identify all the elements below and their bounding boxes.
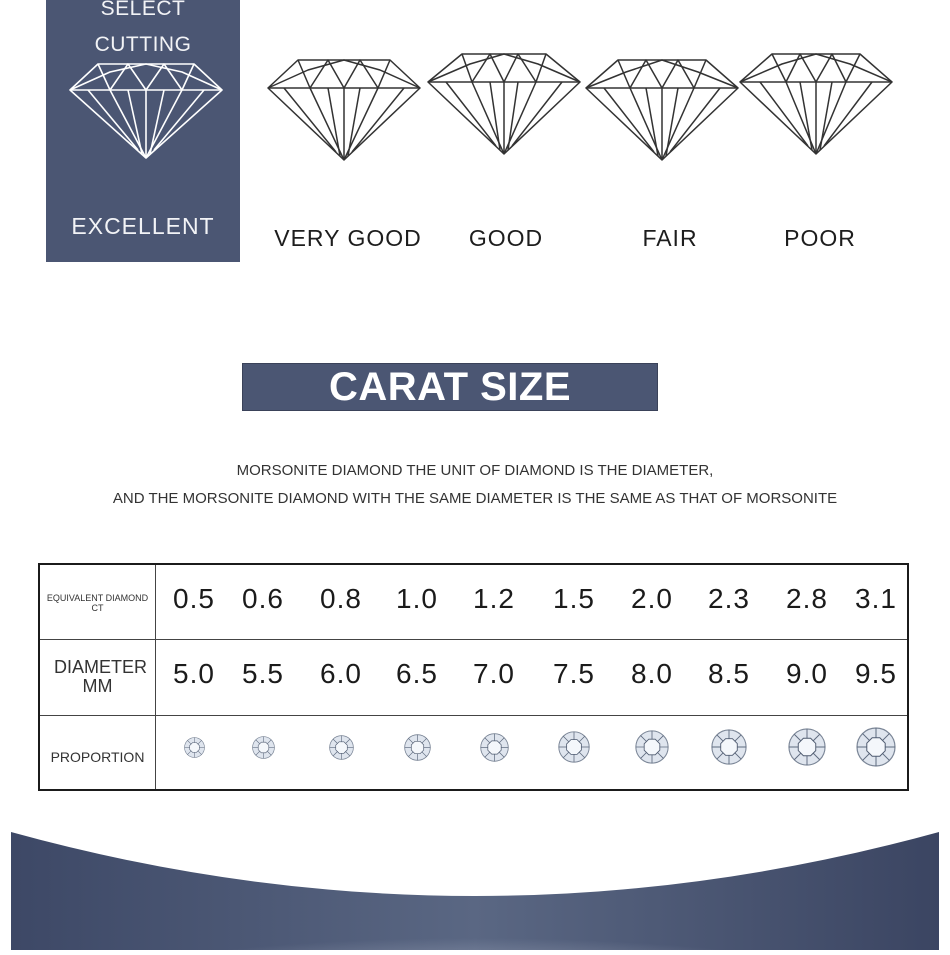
diameter-mm-cell: 7.5	[553, 658, 595, 689]
diameter-mm-cell: 9.5	[855, 658, 897, 689]
row-divider	[40, 639, 907, 640]
grade-very-good: VERY GOOD	[274, 225, 422, 251]
cutting-label: CUTTING	[94, 33, 192, 56]
proportion-gem-icon	[404, 734, 431, 766]
diameter-mm-cell: 8.5	[708, 658, 750, 689]
select-label: SELECT	[100, 0, 186, 20]
diameter-mm-cell: 5.5	[242, 658, 284, 689]
good-cut-diamond-icon	[426, 52, 582, 156]
diameter-mm-cell: 6.0	[320, 658, 362, 689]
very-good-cut-diamond-icon	[266, 58, 422, 162]
proportion-gem-icon	[480, 733, 509, 767]
diameter-mm-cell: 6.5	[396, 658, 438, 689]
diameter-mm-cell: 5.0	[173, 658, 215, 689]
proportion-gem-icon	[252, 736, 275, 764]
decorative-blue-band	[0, 820, 950, 950]
carat-size-banner	[242, 363, 658, 411]
grade-poor: POOR	[784, 225, 856, 251]
proportion-gem-icon	[711, 729, 747, 770]
grade-excellent: EXCELLENT	[71, 213, 215, 239]
poor-cut-diamond-icon	[738, 52, 894, 156]
diameter-mm-cell: 8.0	[631, 658, 673, 689]
equivalent-ct-cell: 2.3	[708, 583, 750, 614]
description-line-2: AND THE MORSONITE DIAMOND WITH THE SAME DIAMETER IS THE SAME AS THAT OF MORSONITE	[112, 490, 838, 507]
equivalent-ct-cell: 2.8	[786, 583, 828, 614]
proportion-gem-icon	[856, 727, 896, 772]
equivalent-ct-cell: 0.8	[320, 583, 362, 614]
equivalent-ct-cell: 0.5	[173, 583, 215, 614]
header-divider	[155, 565, 156, 789]
proportion-gem-icon	[788, 728, 826, 771]
proportion-gem-icon	[184, 737, 205, 763]
row-header-equivalent-ct: EQUIVALENT DIAMOND CT	[46, 593, 149, 613]
row-divider	[40, 715, 907, 716]
equivalent-ct-cell: 1.2	[473, 583, 515, 614]
grade-good: GOOD	[468, 225, 544, 251]
carat-size-table	[38, 563, 909, 791]
equivalent-ct-cell: 2.0	[631, 583, 673, 614]
proportion-gem-icon	[558, 731, 590, 768]
diameter-mm-cell: 9.0	[786, 658, 828, 689]
fair-cut-diamond-icon	[584, 58, 740, 162]
equivalent-ct-cell: 0.6	[242, 583, 284, 614]
row-header-diameter-mm: DIAMETER MM	[54, 657, 148, 696]
excellent-cut-diamond-icon	[68, 60, 224, 160]
grade-fair: FAIR	[642, 225, 698, 251]
equivalent-ct-cell: 3.1	[855, 583, 897, 614]
row-header-proportion: PROPORTION	[50, 749, 145, 765]
carat-size-title: CARAT SIZE	[328, 364, 572, 409]
equivalent-ct-cell: 1.0	[396, 583, 438, 614]
proportion-gem-icon	[635, 730, 669, 769]
proportion-gem-icon	[329, 735, 354, 765]
diameter-mm-cell: 7.0	[473, 658, 515, 689]
description-line-1: MORSONITE DIAMOND THE UNIT OF DIAMOND IS THE DIAMETER,	[236, 462, 714, 479]
equivalent-ct-cell: 1.5	[553, 583, 595, 614]
